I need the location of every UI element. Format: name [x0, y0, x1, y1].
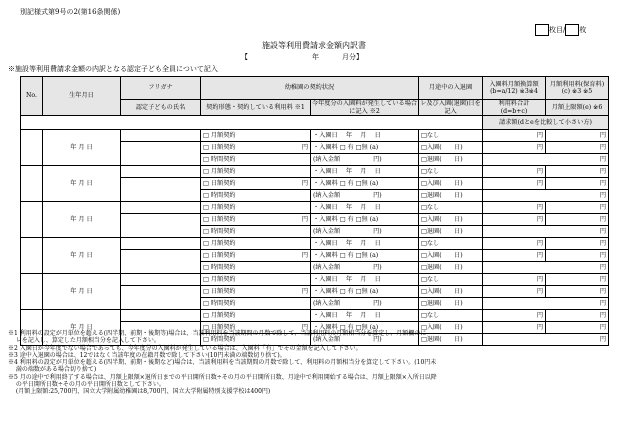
row-no[interactable]	[21, 202, 43, 238]
monthly-fee-value[interactable]: 円	[546, 274, 609, 286]
row-no[interactable]	[21, 166, 43, 202]
child-name-cell[interactable]	[121, 250, 201, 274]
total-value[interactable]: 円	[483, 286, 546, 298]
claim-value[interactable]: 円	[483, 334, 609, 346]
total-value[interactable]: 円	[483, 322, 546, 334]
midway-enter[interactable]: □入園( 日)	[419, 250, 483, 262]
contract-monthly[interactable]: □ 月額契約	[201, 166, 311, 178]
contract-hourly[interactable]: □ 時間契約	[201, 154, 311, 166]
total-value[interactable]: 円	[483, 142, 546, 154]
total-value[interactable]: 円	[483, 250, 546, 262]
page-counter-suffix-1: 枚目/	[549, 26, 566, 34]
admission-date[interactable]: ・入園日 年 月 日	[311, 166, 419, 178]
table-row	[21, 274, 609, 286]
child-name-cell[interactable]	[121, 214, 201, 238]
furigana-cell[interactable]	[121, 202, 201, 214]
birth-date[interactable]: 年 月 日	[43, 238, 121, 274]
contract-hourly[interactable]: □ 時間契約	[201, 298, 311, 310]
table-row	[21, 202, 609, 214]
monthly-fee-value[interactable]: 円	[546, 166, 609, 178]
limit-value[interactable]: 円	[546, 214, 609, 226]
footnote-line: ※2 入園日が今年度でない場合であっても、今年度分の入園料が発生している場合は、入園料「有」でその金額を記入して下さい。	[8, 344, 362, 352]
col-no: No.	[21, 77, 43, 116]
child-name-cell[interactable]	[121, 178, 201, 202]
midway-leave[interactable]: □退園( 日)	[419, 190, 483, 202]
admission-fee[interactable]: ・入園料 □ 有 □無 (a)	[311, 142, 419, 154]
monthly-conv-value[interactable]: 円	[483, 130, 546, 142]
admission-fee[interactable]: ・入園料 □ 有 □無 (a)	[311, 178, 419, 190]
claim-value[interactable]: 円	[483, 298, 609, 310]
limit-value[interactable]: 円	[546, 322, 609, 334]
contract-monthly[interactable]: □ 月額契約	[201, 202, 311, 214]
birth-date[interactable]: 年 月 日	[43, 202, 121, 238]
row-no[interactable]	[21, 130, 43, 166]
col-total: 利用料合計 (d=b+c)	[483, 100, 546, 116]
col-contract-type: 契約形態・契約している利用料 ※1	[201, 100, 311, 116]
midway-none[interactable]: □なし	[419, 310, 483, 322]
birth-date[interactable]: 年 月 日	[43, 274, 121, 310]
contract-daily[interactable]: □ 日額契約 円	[201, 214, 311, 226]
furigana-cell[interactable]	[121, 130, 201, 142]
period-open: 【	[241, 53, 248, 61]
claim-value[interactable]: 円	[483, 226, 609, 238]
period-year: 年	[312, 53, 319, 61]
col-claim: 請求額(dとeを比較して小さい方)	[483, 116, 609, 130]
monthly-conv-value[interactable]: 円	[483, 202, 546, 214]
admission-date[interactable]: ・入園日 年 月 日	[311, 202, 419, 214]
col-admission-fee: 今年度分の入園料が発生している場合に記入 ※2	[311, 100, 418, 115]
admission-fee[interactable]: ・入園料 □ 有 □無 (a)	[311, 250, 419, 262]
page-counter	[535, 24, 586, 36]
claim-value[interactable]: 円	[483, 154, 609, 166]
monthly-fee-value[interactable]: 円	[546, 130, 609, 142]
contract-daily[interactable]: □ 日額契約 円	[201, 250, 311, 262]
col-monthly-conv: 入園料月額換算額 (b=a/12) ※3※4	[483, 77, 546, 100]
monthly-fee-value[interactable]: 円	[546, 238, 609, 250]
midway-leave[interactable]: □退園( 日)	[419, 154, 483, 166]
contract-hourly[interactable]: □ 時間契約	[201, 262, 311, 274]
page-number-box[interactable]	[535, 24, 549, 36]
admission-paid[interactable]: (納入金額 円)	[311, 226, 419, 238]
limit-value[interactable]: 円	[546, 286, 609, 298]
row-no[interactable]	[21, 238, 43, 274]
midway-none[interactable]: □なし	[419, 130, 483, 142]
midway-none[interactable]: □なし	[419, 166, 483, 178]
table-row	[21, 310, 609, 322]
midway-leave[interactable]: □退園( 日)	[419, 298, 483, 310]
midway-enter[interactable]: □入園( 日)	[419, 214, 483, 226]
limit-value[interactable]: 円	[546, 178, 609, 190]
invoice-table	[20, 76, 609, 346]
monthly-conv-value[interactable]: 円	[483, 166, 546, 178]
table-row	[21, 166, 609, 178]
admission-fee[interactable]: ・入園料 □ 有 □無 (a)	[311, 286, 419, 298]
admission-paid[interactable]: (納入金額 円)	[311, 154, 419, 166]
admission-date[interactable]: ・入園日 年 月 日	[311, 310, 419, 322]
furigana-cell[interactable]	[121, 166, 201, 178]
midway-enter[interactable]: □入園( 日)	[419, 178, 483, 190]
footnotes	[8, 330, 624, 396]
admission-paid[interactable]: (納入金額 円)	[311, 298, 419, 310]
col-limit: 月額上限額(e) ※6	[546, 100, 609, 116]
col-midway-sub: レ及び入園(退園)日を記入	[420, 100, 481, 115]
contract-hourly[interactable]: □ 時間契約	[201, 334, 311, 346]
admission-paid[interactable]: (納入金額 円)	[311, 190, 419, 202]
monthly-conv-value[interactable]: 円	[483, 310, 546, 322]
monthly-conv-value[interactable]: 円	[483, 238, 546, 250]
claim-value[interactable]: 円	[483, 190, 609, 202]
furigana-cell[interactable]	[121, 238, 201, 250]
page-counter-suffix-2: 枚	[579, 26, 587, 34]
birth-date[interactable]: 年 月 日	[43, 310, 121, 346]
col-monthly-fee: 月額利用料(保育料) (c) ※3 ※5	[546, 77, 609, 100]
total-value[interactable]: 円	[483, 178, 546, 190]
midway-none[interactable]: □なし	[419, 202, 483, 214]
col-midway: 月途中の入退園	[419, 77, 483, 100]
birth-date[interactable]: 年 月 日	[43, 166, 121, 202]
furigana-cell[interactable]	[121, 310, 201, 322]
contract-daily[interactable]: □ 日額契約 円	[201, 286, 311, 298]
admission-date[interactable]: ・入園日 年 月 日	[311, 130, 419, 142]
midway-enter[interactable]: □入園( 日)	[419, 286, 483, 298]
admission-fee[interactable]: ・入園料 □ 有 □無 (a)	[311, 322, 419, 334]
admission-paid[interactable]: (納入金額 円)	[311, 334, 419, 346]
limit-value[interactable]: 円	[546, 250, 609, 262]
col-contract-status: 幼稚園の契約状況	[201, 77, 419, 100]
col-birth: 生年月日	[43, 77, 121, 116]
midway-enter[interactable]: □入園( 日)	[419, 322, 483, 334]
footnote-line: ※5 月の途中で利用終了する場合は、月額上限額×退所日までの平日開所日数÷その月の平日開所日数、月途中で利用開始する場合は、月額上限額×入所日以降	[8, 373, 437, 381]
birth-date[interactable]: 年 月 日	[43, 130, 121, 166]
contract-daily[interactable]: □ 日額契約 円	[201, 142, 311, 154]
midway-enter[interactable]: □入園( 日)	[419, 142, 483, 154]
footnote-line: ※4 利用料の設定が月単位を超える(四半期、前期・後期など)場合は、当該利用料を当該期間の月数で除して、利用料の月額相当分を算定して下さい。(10円未	[8, 359, 437, 367]
table-row	[21, 238, 609, 250]
table-row	[21, 130, 609, 142]
monthly-fee-value[interactable]: 円	[546, 202, 609, 214]
contract-hourly[interactable]: □ 時間契約	[201, 190, 311, 202]
page-title: 施設等利用費請求金額内訳書	[262, 41, 366, 50]
child-name-cell[interactable]	[121, 286, 201, 310]
contract-monthly[interactable]: □ 月額契約	[201, 238, 311, 250]
midway-leave[interactable]: □退園( 日)	[419, 226, 483, 238]
row-no[interactable]	[21, 274, 43, 310]
midway-leave[interactable]: □退園( 日)	[419, 334, 483, 346]
contract-monthly[interactable]: □ 月額契約	[201, 130, 311, 142]
subtitle: ※施設等利用費請求金額の内訳となる認定子ども全員について記入	[8, 65, 218, 73]
footnote-line: (月額上限額:25,700円、国立大学附属幼稚園は8,700円、国立大学附属特別支援学校は400円)	[8, 388, 271, 396]
col-child-name: 認定子どもの氏名	[121, 100, 201, 116]
midway-none[interactable]: □なし	[419, 238, 483, 250]
contract-monthly[interactable]: □ 月額契約	[201, 310, 311, 322]
furigana-cell[interactable]	[121, 274, 201, 286]
admission-date[interactable]: ・入園日 年 月 日	[311, 238, 419, 250]
admission-paid[interactable]: (納入金額 円)	[311, 262, 419, 274]
form-id: 別記様式第9号の2(第16条関係)	[20, 8, 121, 16]
footnote-line: レを記入し、算定した月額相当分を記入して下さい。	[8, 337, 160, 345]
total-value[interactable]: 円	[483, 214, 546, 226]
footnote-line: 満の端数がある場合切り捨て)	[8, 366, 97, 374]
footnote-line: ※3 途中入退園の場合は、12ではなく当該年度の在籍月数で除して下さい(10円未満の端数切り捨て)。	[8, 351, 286, 359]
footnote-line: ※1 利用料の設定が月単位を超える(四半期、前期・後期等)場合は、当該利用料を当該期間の月数で除して、当該利用料の月額相当分を算定し、月額欄のに	[8, 330, 427, 337]
footnote-line: の平日開所日数÷その月の平日開所日数として下さい。	[8, 381, 165, 389]
monthly-conv-value[interactable]: 円	[483, 274, 546, 286]
page-total-box[interactable]	[565, 24, 579, 36]
period-month: 月分】	[342, 53, 363, 61]
child-name-cell[interactable]	[121, 142, 201, 166]
limit-value[interactable]: 円	[546, 142, 609, 154]
monthly-fee-value[interactable]: 円	[546, 310, 609, 322]
contract-hourly[interactable]: □ 時間契約	[201, 226, 311, 238]
contract-daily[interactable]: □ 日額契約 円	[201, 178, 311, 190]
admission-fee[interactable]: ・入園料 □ 有 □無 (a)	[311, 214, 419, 226]
claim-value[interactable]: 円	[483, 262, 609, 274]
midway-none[interactable]: □なし	[419, 274, 483, 286]
admission-date[interactable]: ・入園日 年 月 日	[311, 274, 419, 286]
col-furigana: フリガナ	[121, 77, 201, 100]
midway-leave[interactable]: □退園( 日)	[419, 262, 483, 274]
contract-monthly[interactable]: □ 月額契約	[201, 274, 311, 286]
contract-daily[interactable]: □ 日額契約 円	[201, 322, 311, 334]
